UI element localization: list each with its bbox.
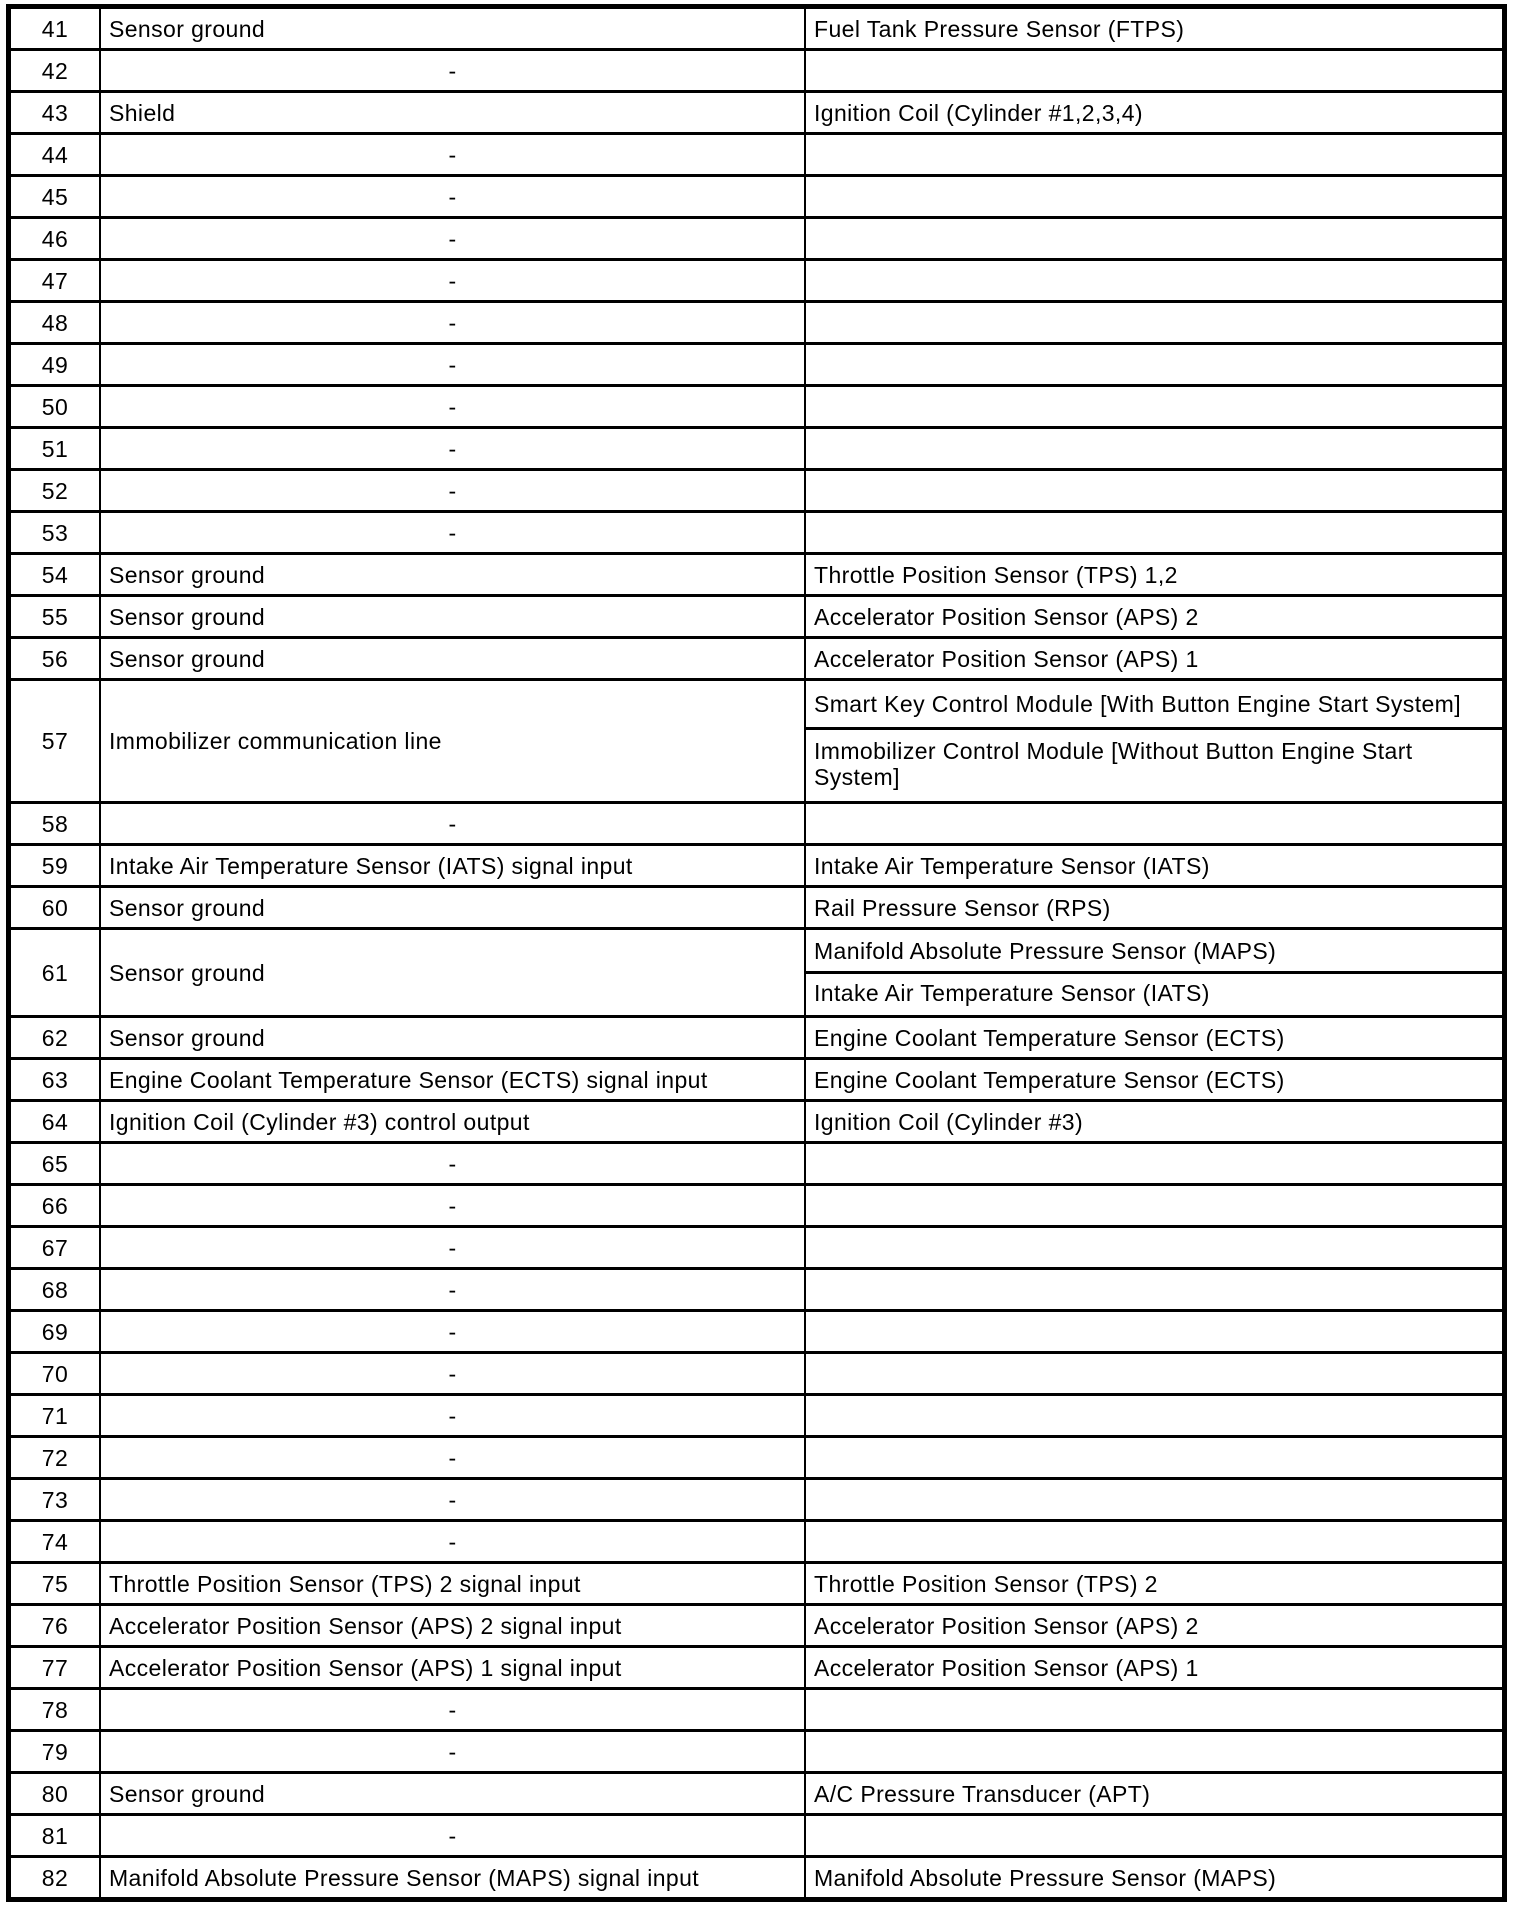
pin-cell: 76 <box>41 1612 69 1639</box>
component-cell <box>804 303 1502 342</box>
description-cell: - <box>99 1480 804 1519</box>
pin-cell: 63 <box>41 1066 69 1093</box>
pin-cell: 79 <box>41 1738 69 1765</box>
description-cell: - <box>99 1396 804 1435</box>
description-cell: Immobilizer communication line <box>99 681 804 801</box>
table-row <box>11 636 1502 678</box>
table-row <box>11 9 1502 48</box>
table-row <box>11 1099 1502 1141</box>
table-row <box>11 1687 1502 1729</box>
table-row <box>11 1267 1502 1309</box>
pin-cell: 47 <box>41 267 69 294</box>
description-cell: Sensor ground <box>99 1018 804 1057</box>
pin-cell: 42 <box>41 57 69 84</box>
description-cell: Throttle Position Sensor (TPS) 2 signal input <box>99 1564 804 1603</box>
pin-cell: 65 <box>41 1150 69 1177</box>
table-row <box>11 1309 1502 1351</box>
table-row <box>11 1561 1502 1603</box>
component-subcell-text: Smart Key Control Module [With Button Engine Start System] <box>814 691 1462 717</box>
component-cell <box>804 1312 1502 1351</box>
table-row <box>11 216 1502 258</box>
table-row <box>11 1477 1502 1519</box>
description-cell: - <box>99 1522 804 1561</box>
pin-cell: 54 <box>41 561 69 588</box>
component-cell <box>804 513 1502 552</box>
table-row <box>11 1519 1502 1561</box>
component-cell <box>804 1480 1502 1519</box>
component-cell: Throttle Position Sensor (TPS) 2 <box>804 1564 1502 1603</box>
component-cell <box>804 1228 1502 1267</box>
description-cell: Sensor ground <box>99 555 804 594</box>
table-row <box>11 426 1502 468</box>
component-cell <box>804 219 1502 258</box>
pin-cell: 45 <box>41 183 69 210</box>
pin-cell: 52 <box>41 477 69 504</box>
component-cell: Ignition Coil (Cylinder #3) <box>804 1102 1502 1141</box>
description-cell: - <box>99 1270 804 1309</box>
table-row <box>11 594 1502 636</box>
pin-cell: 71 <box>41 1402 69 1429</box>
table-row <box>11 90 1502 132</box>
component-cell <box>804 177 1502 216</box>
table-row <box>11 801 1502 843</box>
description-cell: - <box>99 177 804 216</box>
description-cell: Engine Coolant Temperature Sensor (ECTS) signal input <box>99 1060 804 1099</box>
description-cell: - <box>99 804 804 843</box>
description-cell: - <box>99 1312 804 1351</box>
component-subcell <box>806 727 1502 798</box>
description-cell: - <box>99 1354 804 1393</box>
component-cell-split <box>804 930 1502 1015</box>
description-cell: Sensor ground <box>99 639 804 678</box>
pin-cell: 56 <box>41 645 69 672</box>
pin-cell: 58 <box>41 810 69 837</box>
table-row <box>11 300 1502 342</box>
table-row <box>11 1057 1502 1099</box>
component-cell: Throttle Position Sensor (TPS) 1,2 <box>804 555 1502 594</box>
component-subcell <box>806 971 1502 1012</box>
pin-cell: 62 <box>41 1024 69 1051</box>
description-cell: - <box>99 429 804 468</box>
pin-cell: 74 <box>41 1528 69 1555</box>
description-cell: - <box>99 1186 804 1225</box>
component-cell <box>804 51 1502 90</box>
description-cell: - <box>99 51 804 90</box>
component-cell: Accelerator Position Sensor (APS) 2 <box>804 1606 1502 1645</box>
table-row <box>11 1015 1502 1057</box>
component-cell <box>804 1732 1502 1771</box>
pin-cell: 59 <box>41 852 69 879</box>
table-row <box>11 1813 1502 1855</box>
description-cell: - <box>99 135 804 174</box>
pinout-table <box>6 4 1507 1902</box>
table-row <box>11 885 1502 927</box>
component-cell <box>804 1396 1502 1435</box>
table-row <box>11 927 1502 1015</box>
table-row <box>11 1393 1502 1435</box>
component-cell <box>804 1354 1502 1393</box>
component-cell <box>804 1438 1502 1477</box>
table-row <box>11 1855 1502 1897</box>
description-cell: Sensor ground <box>99 1774 804 1813</box>
pin-cell: 53 <box>41 519 69 546</box>
pin-cell: 72 <box>41 1444 69 1471</box>
component-cell <box>804 387 1502 426</box>
description-cell: - <box>99 1690 804 1729</box>
table-row <box>11 1435 1502 1477</box>
description-cell: - <box>99 219 804 258</box>
description-cell: - <box>99 261 804 300</box>
description-cell: Sensor ground <box>99 930 804 1015</box>
table-row <box>11 174 1502 216</box>
table-row <box>11 342 1502 384</box>
description-cell: Sensor ground <box>99 597 804 636</box>
description-cell: Sensor ground <box>99 9 804 48</box>
component-cell-split <box>804 681 1502 801</box>
component-subcell-text: Manifold Absolute Pressure Sensor (MAPS) <box>814 937 1277 964</box>
table-row <box>11 132 1502 174</box>
component-cell <box>804 1522 1502 1561</box>
description-cell: - <box>99 1732 804 1771</box>
pin-cell: 68 <box>41 1276 69 1303</box>
table-row <box>11 678 1502 801</box>
pin-cell: 55 <box>41 603 69 630</box>
component-cell: Manifold Absolute Pressure Sensor (MAPS) <box>804 1858 1502 1897</box>
component-cell <box>804 1186 1502 1225</box>
pin-cell: 77 <box>41 1654 69 1681</box>
description-cell: - <box>99 513 804 552</box>
description-cell: Manifold Absolute Pressure Sensor (MAPS) signal input <box>99 1858 804 1897</box>
component-cell: A/C Pressure Transducer (APT) <box>804 1774 1502 1813</box>
pin-cell: 69 <box>41 1318 69 1345</box>
table-row <box>11 48 1502 90</box>
table-row <box>11 552 1502 594</box>
pin-cell: 66 <box>41 1192 69 1219</box>
description-cell: - <box>99 345 804 384</box>
pin-cell: 44 <box>41 141 69 168</box>
table-row <box>11 843 1502 885</box>
description-cell: - <box>99 1144 804 1183</box>
component-cell: Intake Air Temperature Sensor (IATS) <box>804 846 1502 885</box>
pin-cell: 81 <box>41 1822 69 1849</box>
description-cell: - <box>99 387 804 426</box>
table-row <box>11 468 1502 510</box>
table-row <box>11 258 1502 300</box>
component-cell <box>804 135 1502 174</box>
table-row <box>11 510 1502 552</box>
pin-cell: 73 <box>41 1486 69 1513</box>
description-cell: - <box>99 303 804 342</box>
component-cell <box>804 1144 1502 1183</box>
pin-cell: 64 <box>41 1108 69 1135</box>
component-cell: Accelerator Position Sensor (APS) 1 <box>804 639 1502 678</box>
table-row <box>11 1771 1502 1813</box>
component-cell: Fuel Tank Pressure Sensor (FTPS) <box>804 9 1502 48</box>
description-cell: - <box>99 471 804 510</box>
description-cell: Accelerator Position Sensor (APS) 2 signal input <box>99 1606 804 1645</box>
component-cell <box>804 261 1502 300</box>
description-cell: Accelerator Position Sensor (APS) 1 signal input <box>99 1648 804 1687</box>
table-row <box>11 1603 1502 1645</box>
pin-cell: 70 <box>41 1360 69 1387</box>
component-subcell-text: Immobilizer Control Module [Without Button Engine Start System] <box>814 738 1413 790</box>
pin-cell: 78 <box>41 1696 69 1723</box>
pin-cell: 61 <box>41 959 69 986</box>
description-cell: - <box>99 1438 804 1477</box>
pin-cell: 49 <box>41 351 69 378</box>
description-cell: Ignition Coil (Cylinder #3) control output <box>99 1102 804 1141</box>
component-cell: Engine Coolant Temperature Sensor (ECTS) <box>804 1018 1502 1057</box>
description-cell: Intake Air Temperature Sensor (IATS) signal input <box>99 846 804 885</box>
pin-cell: 48 <box>41 309 69 336</box>
table-row <box>11 1183 1502 1225</box>
table-row <box>11 1645 1502 1687</box>
component-cell <box>804 1816 1502 1855</box>
pin-cell: 67 <box>41 1234 69 1261</box>
component-subcell-text: Intake Air Temperature Sensor (IATS) <box>814 980 1210 1006</box>
pin-cell: 43 <box>41 99 69 126</box>
component-cell: Accelerator Position Sensor (APS) 2 <box>804 597 1502 636</box>
table-row <box>11 384 1502 426</box>
component-cell <box>804 804 1502 843</box>
description-cell: - <box>99 1816 804 1855</box>
table-row <box>11 1351 1502 1393</box>
pin-cell: 57 <box>41 728 69 754</box>
description-cell: Sensor ground <box>99 888 804 927</box>
component-subcell <box>806 930 1502 971</box>
component-cell: Engine Coolant Temperature Sensor (ECTS) <box>804 1060 1502 1099</box>
pin-cell: 51 <box>41 435 69 462</box>
description-cell: - <box>99 1228 804 1267</box>
component-cell: Accelerator Position Sensor (APS) 1 <box>804 1648 1502 1687</box>
component-cell <box>804 345 1502 384</box>
pin-cell: 75 <box>41 1570 69 1597</box>
component-cell <box>804 1270 1502 1309</box>
component-cell <box>804 1690 1502 1729</box>
pin-cell: 60 <box>41 894 69 921</box>
component-cell: Rail Pressure Sensor (RPS) <box>804 888 1502 927</box>
component-cell: Ignition Coil (Cylinder #1,2,3,4) <box>804 93 1502 132</box>
component-subcell <box>806 681 1502 727</box>
pin-cell: 50 <box>41 393 69 420</box>
pin-cell: 41 <box>41 15 69 42</box>
pin-cell: 82 <box>41 1864 69 1891</box>
component-cell <box>804 471 1502 510</box>
pin-cell: 46 <box>41 225 69 252</box>
table-row <box>11 1141 1502 1183</box>
table-row <box>11 1225 1502 1267</box>
pin-cell: 80 <box>41 1780 69 1807</box>
description-cell: Shield <box>99 93 804 132</box>
component-cell <box>804 429 1502 468</box>
table-row <box>11 1729 1502 1771</box>
